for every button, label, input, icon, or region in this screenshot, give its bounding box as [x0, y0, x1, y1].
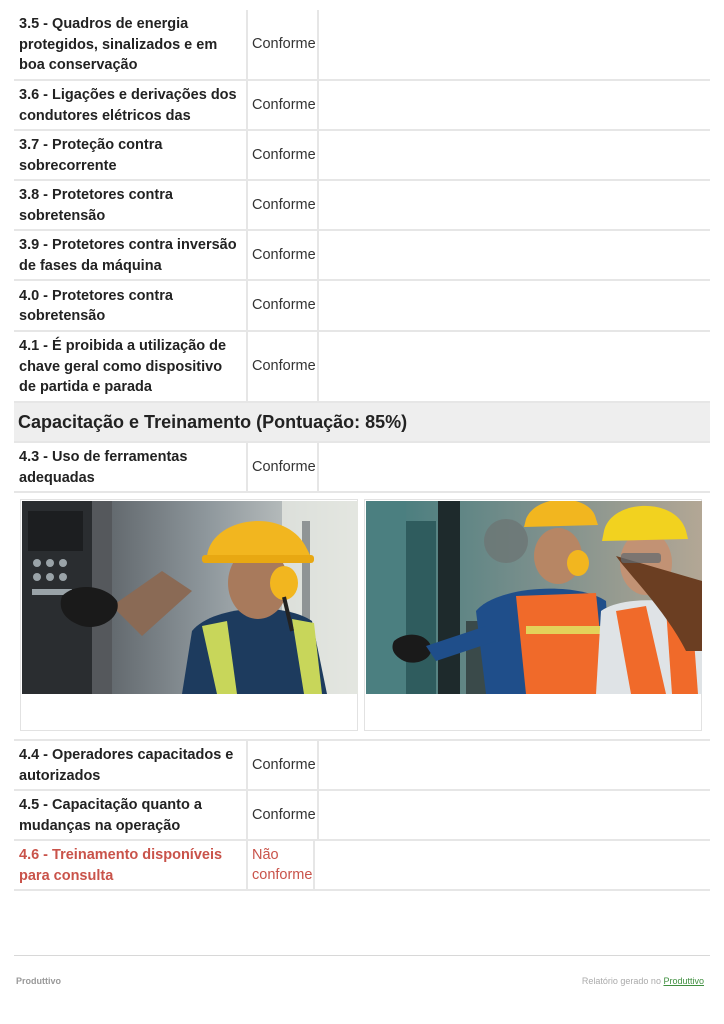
item-label: 3.5 - Quadros de energia protegidos, sinalizados e em boa conservação	[19, 16, 218, 74]
item-notes	[319, 81, 710, 129]
item-status: Conforme	[246, 741, 319, 789]
item-label: 4.6 - Treinamento disponíveis para consulta	[19, 847, 223, 884]
item-status: Conforme	[246, 791, 319, 839]
item-label: 3.8 - Protetores contra sobretensão	[19, 187, 173, 224]
checklist-row	[14, 231, 710, 281]
item-status: Conforme	[246, 131, 319, 179]
section-score: (Pontuação: 85%)	[256, 411, 408, 432]
section-title: Capacitação e Treinamento	[18, 411, 252, 432]
checklist-row	[14, 131, 710, 181]
item-label: 3.9 - Protetores contra inversão de fases da máquina	[19, 237, 237, 274]
checklist-row-nonconforming	[14, 841, 710, 891]
item-notes	[319, 741, 710, 789]
item-status: Conforme	[246, 231, 319, 279]
item-notes	[319, 231, 710, 279]
footer-report-link[interactable]: Produttivo	[663, 976, 704, 986]
item-label: 4.3 - Uso de ferramentas adequadas	[19, 449, 188, 486]
worker-photo-1	[22, 501, 358, 694]
item-notes	[319, 10, 710, 79]
checklist-row	[14, 281, 710, 332]
checklist-page	[14, 10, 710, 939]
item-label: 4.0 - Protetores contra sobretensão	[19, 287, 173, 324]
checklist-row	[14, 741, 710, 791]
checklist-row	[14, 181, 710, 231]
checklist-row	[14, 443, 710, 493]
item-status: Conforme	[246, 443, 319, 491]
item-label: 4.4 - Operadores capacitados e autorizados	[19, 747, 234, 784]
item-label: 3.7 - Proteção contra sobrecorrente	[19, 137, 163, 174]
footer-report-text: Relatório gerado no	[581, 976, 661, 986]
item-notes	[319, 791, 710, 839]
item-notes	[319, 332, 710, 401]
item-status: Conforme	[246, 10, 319, 79]
footer-report	[582, 976, 704, 986]
item-status: Não conforme	[246, 841, 315, 889]
item-label: 4.5 - Capacitação quanto a mudanças na operação	[19, 797, 202, 834]
footer-brand: Produttivo	[16, 976, 61, 986]
checklist-row	[14, 791, 710, 841]
item-label: 4.1 - É proibida a utilização de chave geral como dispositivo de partida e parada	[19, 338, 227, 396]
section-header	[14, 403, 710, 443]
item-notes	[315, 841, 710, 889]
notes-area	[14, 891, 710, 939]
item-status: Conforme	[246, 181, 319, 229]
item-notes	[319, 443, 710, 491]
item-label: 3.6 - Ligações e derivações dos condutores elétricos das	[19, 87, 237, 124]
photo-card[interactable]	[20, 499, 358, 731]
item-notes	[319, 131, 710, 179]
footer-divider	[14, 955, 710, 956]
photo-card[interactable]	[364, 499, 702, 731]
photo-gallery	[14, 493, 710, 741]
checklist-row	[14, 81, 710, 131]
item-notes	[319, 281, 710, 330]
item-status: Conforme	[246, 281, 319, 330]
checklist-row	[14, 332, 710, 403]
item-status: Conforme	[246, 332, 319, 401]
item-status: Conforme	[246, 81, 319, 129]
item-notes	[319, 181, 710, 229]
worker-photo-2	[366, 501, 702, 694]
checklist-row	[14, 10, 710, 81]
